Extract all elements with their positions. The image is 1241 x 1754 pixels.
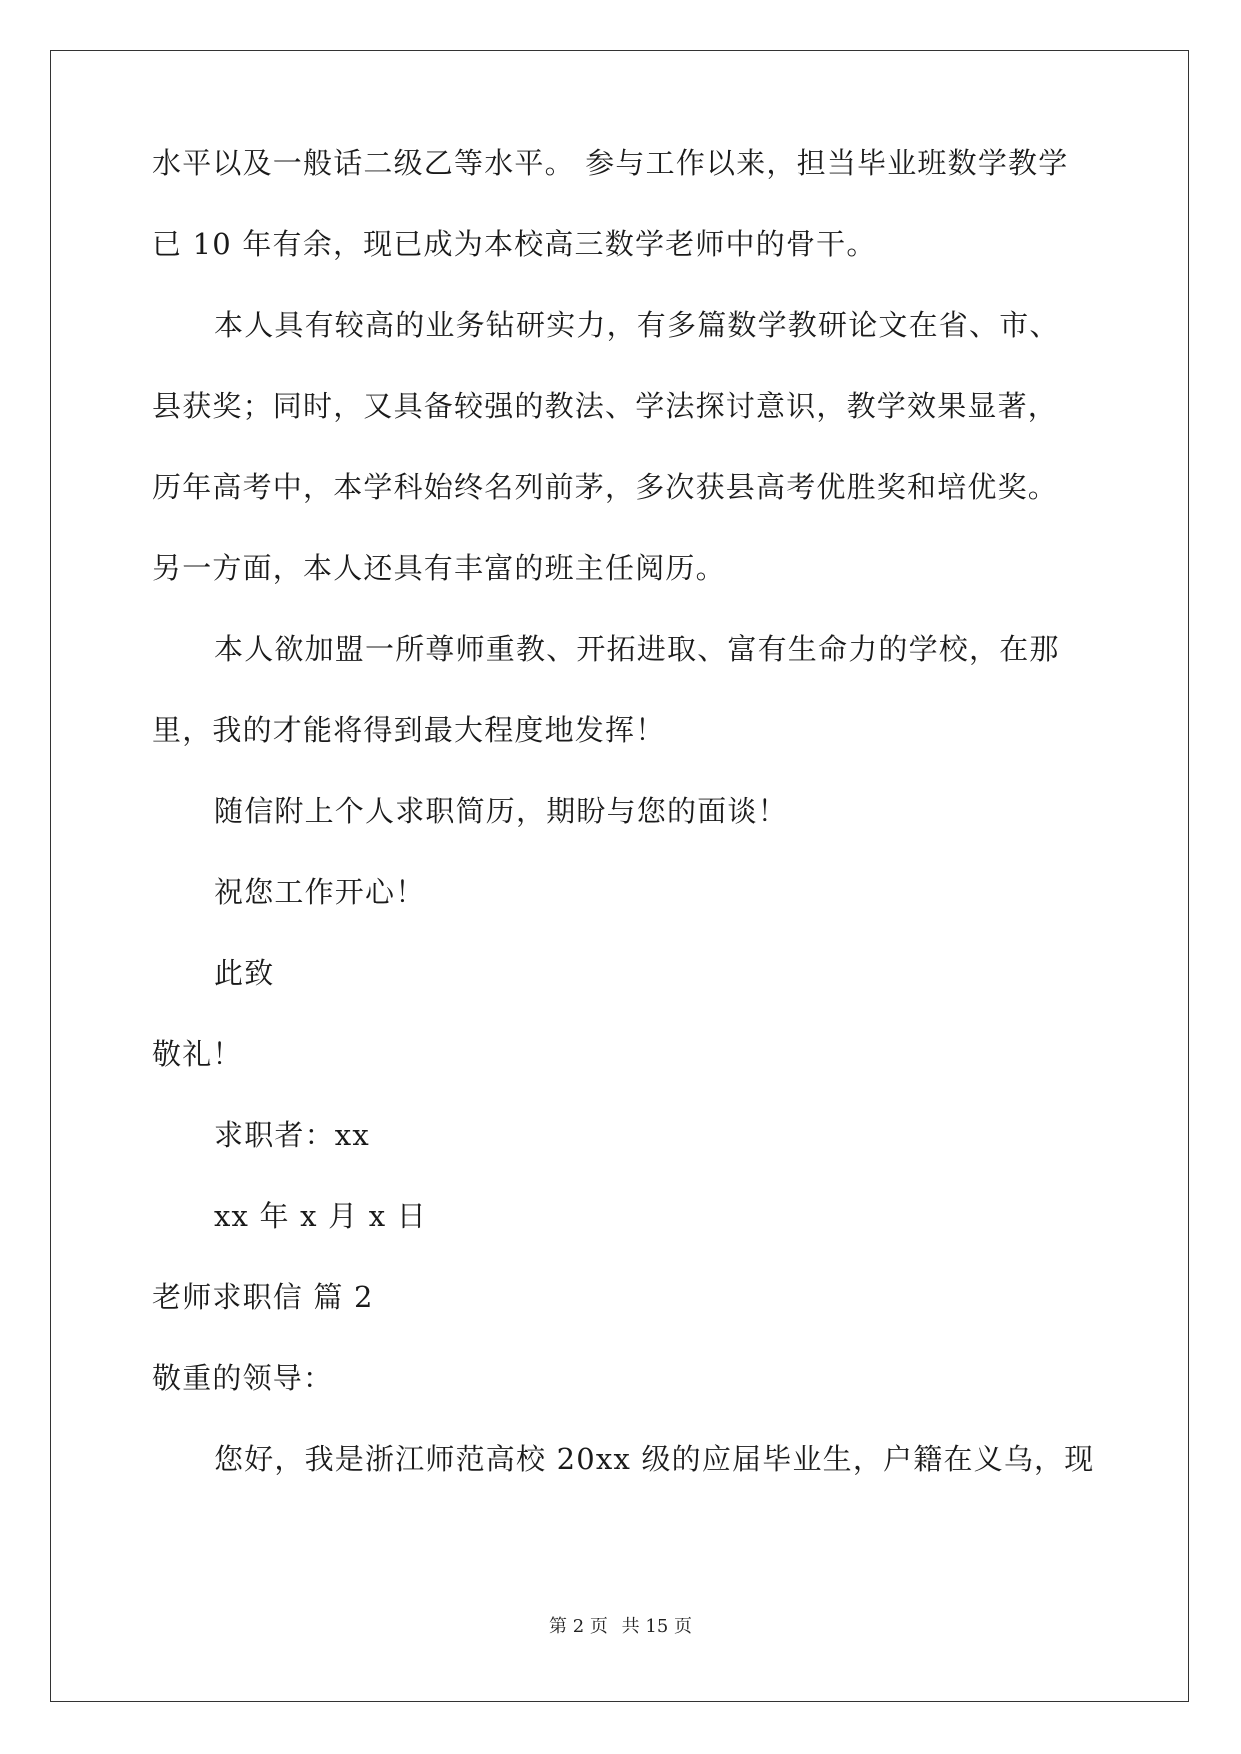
document-body xyxy=(152,146,1095,1500)
page-footer xyxy=(0,1612,1241,1638)
text-line: 您好，我是浙江师范高校 20xx 级的应届毕业生，户籍在义乌，现 xyxy=(214,1442,1095,1476)
text-line: 里，我的才能将得到最大程度地发挥！ xyxy=(152,713,666,747)
total-pages: 共 15 页 xyxy=(621,1616,692,1637)
text-line: 历年高考中，本学科始终名列前茅，多次获县高考优胜奖和培优奖。 xyxy=(152,470,1059,504)
text-line: 水平以及一般话二级乙等水平。 参与工作以来，担当毕业班数学教学 xyxy=(152,146,1069,180)
text-line: 随信附上个人求职简历，期盼与您的面谈！ xyxy=(214,794,788,828)
date-line: xx 年 x 月 x 日 xyxy=(214,1199,427,1233)
closing-respect: 敬礼！ xyxy=(152,1037,243,1071)
closing-salutation: 此致 xyxy=(214,956,275,990)
signature-line: 求职者：xx xyxy=(214,1118,370,1152)
text-line: 本人具有较高的业务钻研实力，有多篇数学教研论文在省、市、 xyxy=(214,308,1060,342)
text-line: 县获奖；同时，又具备较强的教法、学法探讨意识，教学效果显著， xyxy=(152,389,1059,423)
page-number: 第 2 页 xyxy=(549,1616,608,1637)
text-line: 祝您工作开心！ xyxy=(214,875,426,909)
text-line: 另一方面，本人还具有丰富的班主任阅历。 xyxy=(152,551,726,585)
text-line: 本人欲加盟一所尊师重教、开拓进取、富有生命力的学校，在那 xyxy=(214,632,1060,666)
text-line: 已 10 年有余，现已成为本校高三数学老师中的骨干。 xyxy=(152,227,877,261)
greeting-line: 敬重的领导： xyxy=(152,1361,334,1395)
section-heading: 老师求职信 篇 2 xyxy=(152,1280,374,1314)
